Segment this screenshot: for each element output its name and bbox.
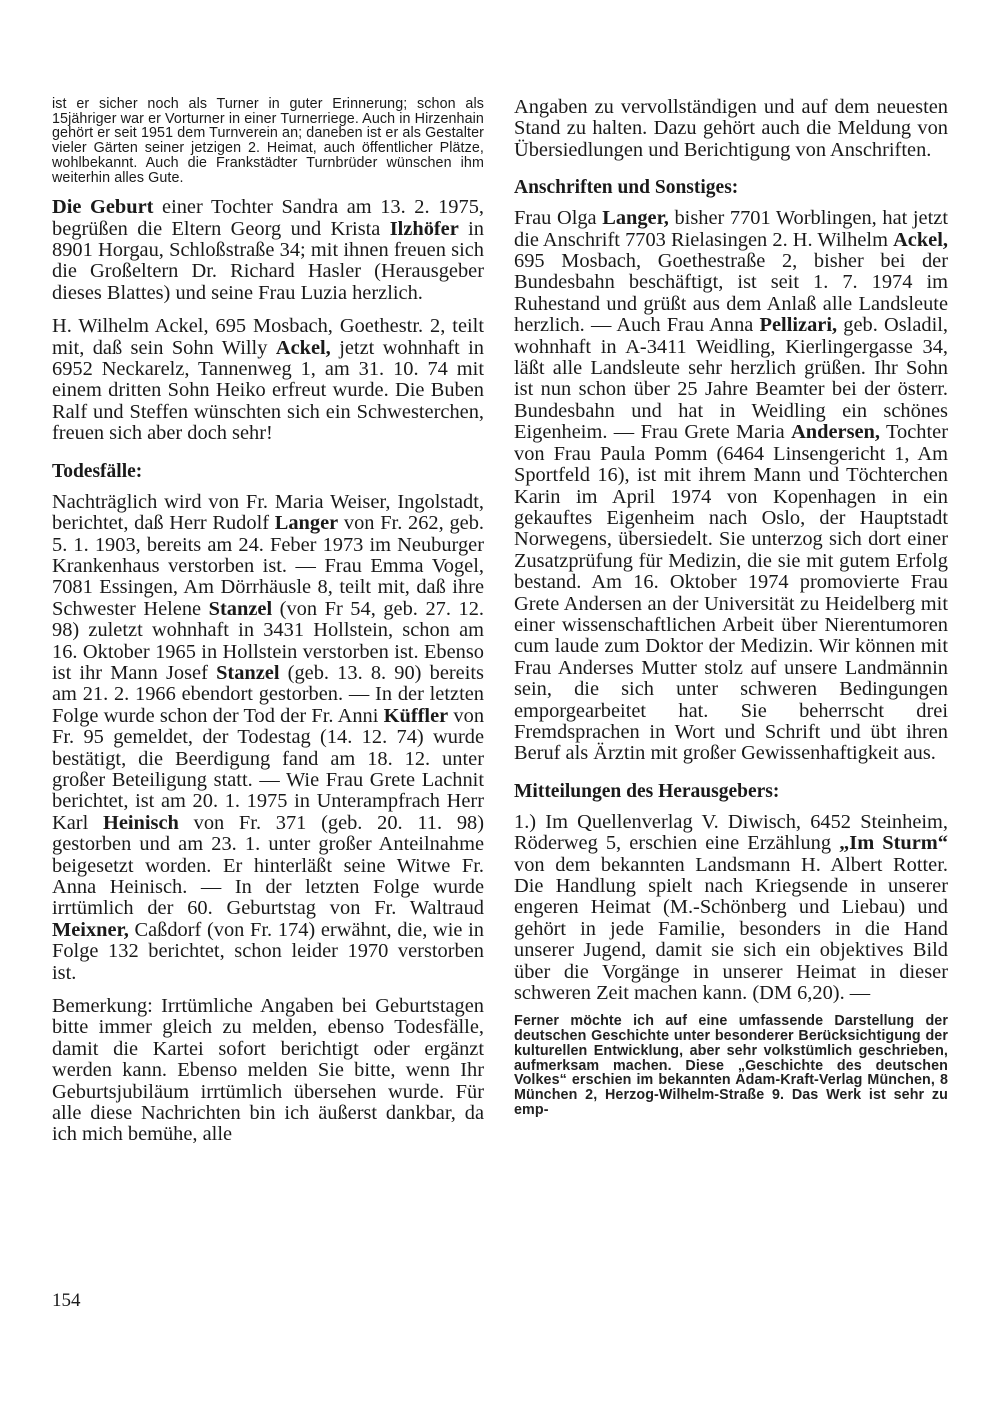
publisher-text: 1.) Im Quellenverlag V. Diwisch, 6452 Steinheim, Röderweg 5, erschien eine Erzählung bbox=[514, 810, 948, 855]
deaths-text: von Fr. 262, geb. 5. 1. 1903, bereits am 24. Feber 1973 im Neuburger Krankenhaus verstorben ist. — Frau Emma Vogel, 7081 Essingen, Am Dörrhäusle 8, teilt mit, daß ihre Schwester Helene bbox=[52, 512, 484, 620]
family-name: Ilzhöfer bbox=[389, 217, 459, 240]
family-name: Meixner, bbox=[52, 918, 129, 941]
family-name: Pellizari, bbox=[759, 314, 838, 337]
closing-paragraph: Ferner möchte ich auf eine umfassende Darstellung der deutschen Geschichte unter besonderer Berücksichtigung der kulturellen Entwicklung, aber sehr volkstümlich geschrieben, aufmerksam machen. Diese „Geschichte des deutschen Volkes“ erschien im bekannten Adam-Kraft-Verlag München, 8 München 2, Herzog-Wilhelm-Straße 9. Das Werk ist sehr zu emp- bbox=[514, 1013, 948, 1118]
publisher-text: von dem bekannten Landsmann H. Albert Rotter. Die Handlung spielt nach Kriegsende in unserer engeren Heimat (M.-Schönberg und Liebau) und gehört in jede Familie, besonders in die Hand unserer Jugend, damit sie sich ein objektives Bild über die Vorgänge in unserer Heimat in dieser schweren Zeit machen kann. (DM 6,20). — bbox=[514, 853, 948, 1005]
family-name: Andersen, bbox=[791, 421, 880, 444]
family-name: Ackel, bbox=[893, 228, 948, 251]
birth-lead: Die Geburt bbox=[52, 196, 154, 219]
deaths-text: von Fr. 371 (geb. 20. 11. 98) gestorben und am 23. 1. unter großer Anteilnahme beigesetzt worden. Er hinterläßt seine Witwe Fr. Anna Heinisch. — In der letzten Folge wurde irrtümlich der 60. Geburtstag von Fr. Waltraud bbox=[52, 811, 484, 920]
deaths-text: (geb. 13. 8. 90) bereits am 21. 2. 1966 ebendort gestorben. — In der letzten Folge wurde schon der Tod der Fr. Anni bbox=[52, 661, 484, 727]
son-text: H. Wilhelm Ackel, 695 Mosbach, Goethestr. 2, teilt mit, daß sein Sohn Willy bbox=[52, 315, 484, 359]
addresses-text: Tochter von Frau Paula Pomm (6464 Linsengericht 1, Am Sportfeld 16), ist mit ihrem Mann und Töchterchen Karin im April 1974 von Kopenhagen in ein gekauftes Eigenheim nach Oslo, der Hauptstadt Norwegens, übersiedelt. Sie unterzog sich dort einer Zusatzprüfung für Medizin, die sie mit gutem Erfolg bestand. Am 16. Oktober 1974 promovierte Frau Grete Andersen an der Universität zu Heidelberg mit einer wissenschaftlichen Arbeit über Nierentumoren cum laude zum Doktor der Medizin. Wir können mit Frau Anderses Mutter stolz auf unsere Landmännin sein, die sich unter schweren Bedingungen emporgearbeitet hat. Sie beherrscht drei Fremdsprachen in Wort und Schrift und übt ihren Beruf als Ärztin mit großer Gewissenhaftigkeit aus. bbox=[514, 421, 948, 765]
remark-paragraph: Bemerkung: Irrtümliche Angaben bei Geburtstagen bitte immer gleich zu melden, ebenso Todesfälle, damit die Kartei sofort berichtigt oder ergänzt werden kann. Ebenso melden Sie bitte, wenn Ihr Geburtsjubiläum irrtümlich übersehen wurde. Für alle diese Nachrichten bin ich äußerst dankbar, da ich mich bemühe, alle bbox=[52, 995, 484, 1146]
family-name: Stanzel bbox=[216, 661, 280, 684]
publisher-paragraph bbox=[514, 812, 948, 1005]
family-name: Stanzel bbox=[208, 597, 273, 620]
birth-text: in 8901 Horgau, Schloßstraße 34; mit ihnen freuen sich die Großeltern Dr. Richard Hasler (Herausgeber dieses Blattes) und seine Frau Luzia herzlich. bbox=[52, 217, 484, 304]
addresses-heading: Anschriften und Sonstiges: bbox=[514, 177, 739, 199]
deaths-text: Nachträglich wird von Fr. Maria Weiser, Ingolstadt, berichtet, daß Herr Rudolf bbox=[52, 490, 484, 535]
continuation-paragraph: Angaben zu vervollständigen und auf dem neuesten Stand zu halten. Dazu gehört auch die Meldung von Übersiedlungen und Berichtigung von Anschriften. bbox=[514, 96, 948, 161]
addresses-text: bisher 7701 Worblingen, hat jetzt die Anschrift 7703 Rielasingen 2. H. Wilhelm bbox=[514, 207, 948, 251]
son-announcement bbox=[52, 316, 484, 444]
left-column bbox=[52, 97, 484, 1146]
birth-text: einer Tochter Sandra am 13. 2. 1975, begrüßen die Eltern Georg und Krista bbox=[52, 196, 484, 240]
deaths-paragraph bbox=[52, 492, 484, 984]
addresses-paragraph bbox=[514, 208, 948, 765]
family-name: Ackel, bbox=[275, 336, 331, 359]
deaths-text: von Fr. 95 gemeldet, der Todestag (14. 12. 74) wurde bestätigt, die Beerdigung fand am 18. 12. unter großer Beteiligung statt. — Wie Frau Grete Lachnit berichtet, ist am 20. 1. 1975 in Unterampfrach Herr Karl bbox=[52, 704, 485, 834]
deaths-text: Caßdorf (von Fr. 174) erwähnt, die, wie in Folge 132 berichtet, schon leider 1970 verstorben ist. bbox=[52, 918, 484, 984]
deaths-text: (von Fr 54, geb. 27. 12. 98) zuletzt wohnhaft in 3431 Hollstein, schon am 16. Oktober 1965 in Hollstein verstorben ist. Ebenso ist ihr Mann Josef bbox=[52, 597, 484, 684]
addresses-text: Frau Olga bbox=[514, 207, 603, 230]
family-name: Langer bbox=[274, 512, 339, 535]
addresses-text: geb. Osladil, wohnhaft in A-3411 Weidling, Kierlingergasse 34, läßt alle Landsleute sehr herzlich grüßen. Ihr Sohn ist nun schon über 25 Jahre Beamter bei der österr. Bundesbahn und hat in Weidling ein schönes Eigenheim. — Frau Grete Maria bbox=[514, 314, 948, 444]
addresses-text: 695 Mosbach, Goethestraße 2, bisher bei der Bundesbahn beschäftigt, ist seit 1. 7. 1974 im Ruhestand und grüßt aus dem Anlaß alle Landsleute herzlich. — Auch Frau Anna bbox=[514, 250, 948, 337]
page-number: 154 bbox=[52, 1290, 81, 1311]
publisher-heading: Mitteilungen des Herausgebers: bbox=[514, 780, 780, 802]
deaths-heading: Todesfälle: bbox=[52, 460, 143, 482]
right-column bbox=[514, 97, 948, 1117]
son-text: jetzt wohnhaft in 6952 Neckarelz, Tannenweg 1, am 31. 10. 74 mit einem dritten Sohn Heiko erfreut wurde. Die Buben Ralf und Steffen wünschten sich ein Schwesterchen, freuen sich aber doch sehr! bbox=[52, 336, 484, 445]
family-name: Küffler bbox=[383, 704, 449, 727]
family-name: Langer, bbox=[602, 207, 669, 230]
intro-paragraph: ist er sicher noch als Turner in guter Erinnerung; schon als 15jähriger war er Vorturner in einer Turnerriege. Auch in Hirzenhain gehört er seit 1951 dem Turnverein an; daneben ist er als Gestalter vieler Gärten seiner jetzigen 2. Heimat, auch öffentlicher Plätze, wohlbekannt. Auch die Frankstädter Turnbrüder wünschen ihm weiterhin alles Gute. bbox=[52, 96, 484, 186]
book-title: „Im Sturm“ bbox=[839, 832, 948, 855]
birth-announcement bbox=[52, 197, 484, 304]
family-name: Heinisch bbox=[102, 811, 179, 834]
